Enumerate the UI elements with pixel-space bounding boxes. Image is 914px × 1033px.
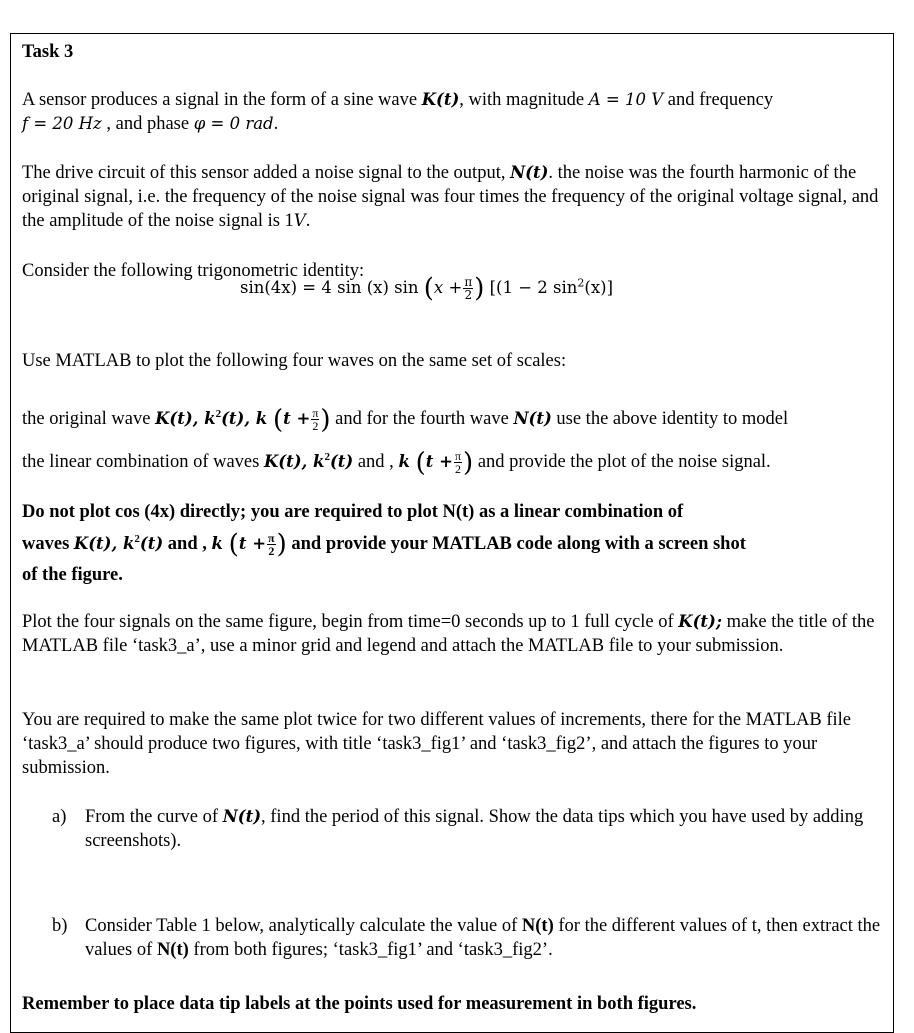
- task-title: Task 3: [22, 42, 74, 62]
- paragraph-noise: The drive circuit of this sensor added a noise signal to the output, N(t). the noise was the fourth harmonic of the original signal, i.e. the frequency of the noise signal was four times the frequency of the original voltage signal, and the amplitude of the noise signal is 1V.: [22, 163, 879, 231]
- paragraph-waves: the original wave K(t), $k^2(t)$, k (t + $\frac{\pi}{2}$ ) and for the fourth wave N(t) use the above identity to model the linear combination of waves K(t), $k^2(t)$ and , k (t + $\frac{\pi}{2}$ ) and provide the plot of the noise signal.: [22, 404, 789, 478]
- paragraph-sensor: A sensor produces a signal in the form of a sine wave K(t), with magnitude A = 10 V and frequency f = 20 Hz , and phase φ = 0 rad.: [22, 90, 774, 134]
- paragraph-reminder: Remember to place data tip labels at the points used for measurement in both figures.: [22, 994, 697, 1014]
- paragraph-bold-instructions: Do not plot cos (4x) directly; you are required to plot N(t) as a linear combination of waves K(t), $k^2(t)$ and , k (t + $\frac{\pi}{2}$ ) and provide your MATLAB code along with a screen shot of the figure.: [22, 502, 746, 586]
- paragraph-plot-instructions: Plot the four signals on the same figure, begin from time=0 seconds up to 1 full cycle of K(t); make the title of the MATLAB file ‘task3_a’, use a minor grid and legend and attach the MATLAB file to your submission.: [22, 612, 875, 656]
- paragraph-two-figures: You are required to make the same plot twice for two different values of increments, there for the MATLAB file ‘task3_a’ should produce two figures, with title ‘task3_fig1’ and ‘task3_fig2’, and attach the figures to your submission.: [22, 710, 851, 778]
- paragraph-use-matlab: Use MATLAB to plot the following four waves on the same set of scales:: [22, 351, 567, 371]
- trig-identity: sin(4x) = 4 sin (x) sin (x + $\frac{\pi}{2}$ ) [(1 − 2 $\sin^2(x)$]: [240, 273, 614, 304]
- paragraph-identity-intro: Consider the following trigonometric identity:: [22, 261, 365, 281]
